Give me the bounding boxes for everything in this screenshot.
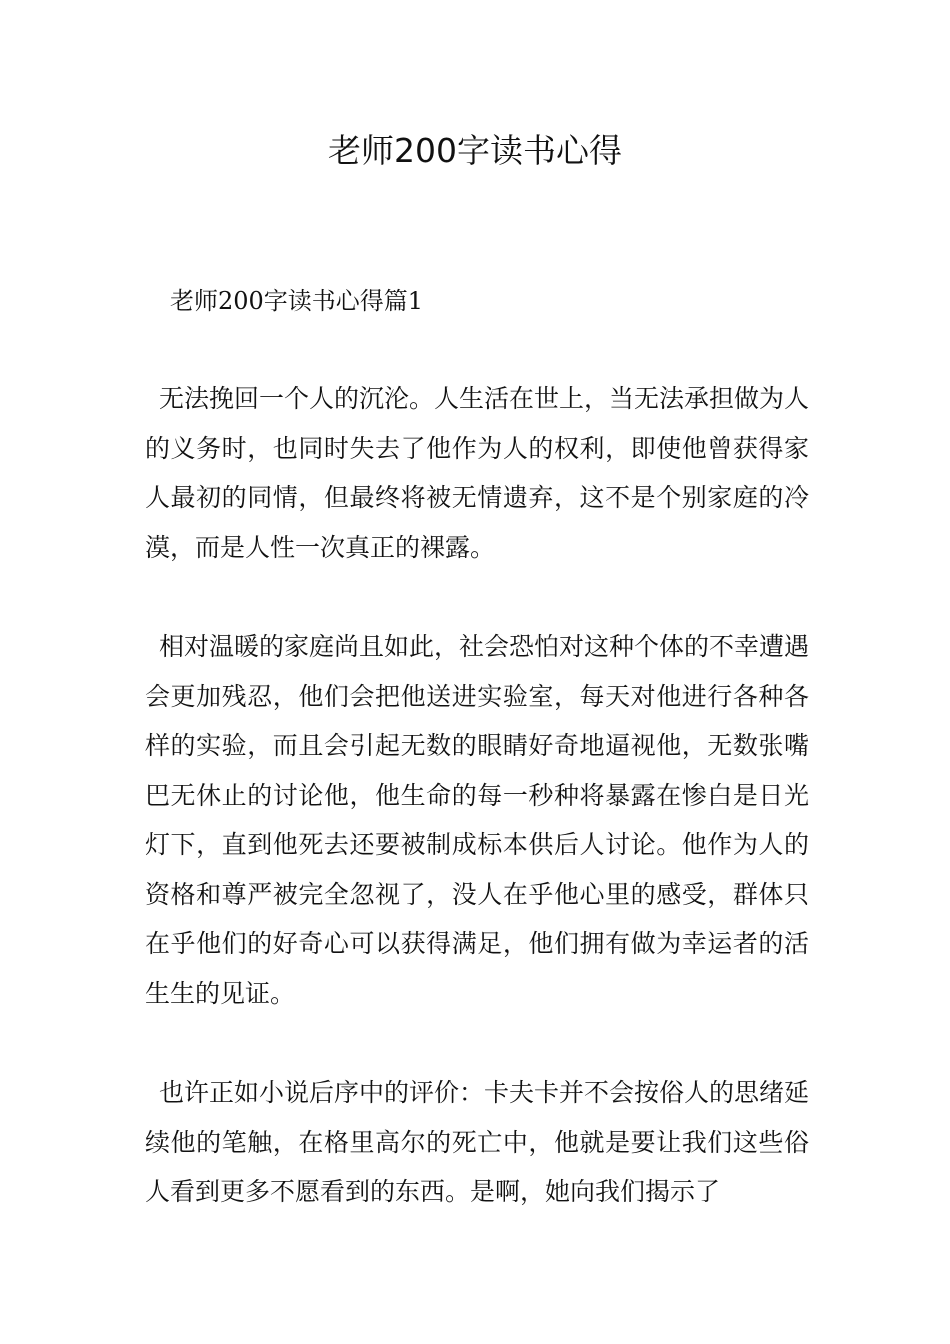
section-heading: 老师200字读书心得篇1	[170, 287, 424, 315]
body-paragraph: 无法挽回一个人的沉沦。人生活在世上，当无法承担做为人的义务时，也同时失去了他作为人的权利，即使他曾获得家人最初的同情，但最终将被无情遗弃，这不是个别家庭的冷漠，而是人性一次真正的裸露。	[145, 384, 810, 562]
document-title: 老师200字读书心得	[328, 131, 622, 170]
body-paragraph: 相对温暖的家庭尚且如此，社会恐怕对这种个体的不幸遭遇会更加残忍，他们会把他送进实验室，每天对他进行各种各样的实验，而且会引起无数的眼睛好奇地逼视他，无数张嘴巴无休止的讨论他，他生命的每一秒种将暴露在惨白是日光灯下，直到他死去还要被制成标本供后人讨论。他作为人的资格和尊严被完全忽视了，没人在乎他心里的感受，群体只在乎他们的好奇心可以获得满足，他们拥有做为幸运者的活生生的见证。	[145, 632, 810, 1008]
body-paragraph: 也许正如小说后序中的评价：卡夫卡并不会按俗人的思绪延续他的笔触，在格里高尔的死亡中，他就是要让我们这些俗人看到更多不愿看到的东西。是啊，她向我们揭示了	[145, 1078, 810, 1206]
